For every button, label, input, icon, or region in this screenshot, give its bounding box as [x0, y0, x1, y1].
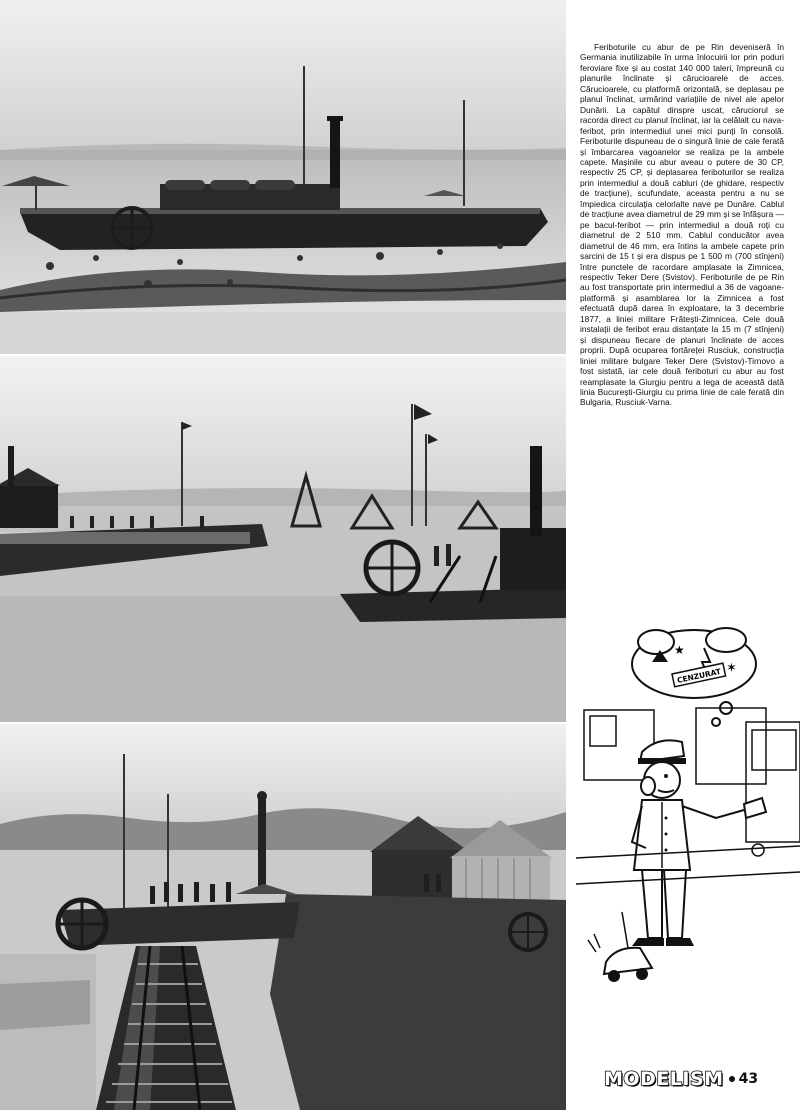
ferry-photo-top: [0, 0, 566, 354]
article-text: Feriboturile cu abur de pe Rin deveniseră în Germania inutilizabile în urma înlocuirii lor prin poduri feroviare fixe și au costat 140 000 taleri, împreună cu planurile înclinate și cărucioarele de acces. Cărucioarele, cu platformă orizontală, se deplasau pe planul înclinat, urmărind variațiile de nivel ale apelor Dunării. La capătul dinspre uscat, căruciorul se racorda direct cu planul înclinat, iar la celălalt cu nava-feribot, prin intermediul unei mici punți în consolă. Feriboturile dispuneau de o singură linie de cale ferată și îmbarcarea vagoanelor se realiza pe la ambele capete. Mașinile cu abur aveau o putere de 30 CP, respectiv 25 CP, și deplasarea feriboturilor se realiza prin intermediul a două cabluri (de ghidare, respectiv de tracțiune), scufundate, aceasta pentru a nu se împiedica circulația celorlalte nave pe Dunăre. Cablul de tracțiune avea diametrul de 29 mm și se înfășura — pe bacul-feribot — prin intermediul a două roți cu diametrul de 2 510 mm. Cablul conducător avea diametrul de 46 mm, era întins la ambele capete prin sarcini de 15 t și era dispus pe 1 500 m (700 stînjeni) între punctele de racordare amplasate la Zimnicea, respectiv Teker Dere (Svistov). Feriboturile de pe Rin au fost transportate prin intermediul a 36 de vagoane-platformă și asamblarea lor la Zimnicea a fost efectuată după darea în exploatare, la 3 decembrie 1877, a liniei militare Frătești-Zimnicea. Cele două instalații de feribot erau distanțate la 15 m (7 stînjeni) și dispuneau fiecare de planuri înclinate de acces proprii. După ocuparea fortăreței Rusciuk, construcția liniei militare bulgare Teker Dere (Svistov)-Tirnovo a fost sistată, iar cele două feriboturi cu abur au fost reamplasate la Giurgiu pentru a lega de această dată linia București-Giurgiu cu prima linie de cale ferată din Bulgaria, Rusciuk-Varna.: [580, 42, 784, 408]
ferry-photo-middle-drawing: [0, 356, 566, 722]
traffic-police-cartoon: [576, 622, 800, 1000]
star-icon: ✶: [726, 661, 737, 676]
censored-stamp-text: CENZURAT: [676, 666, 722, 685]
page-number: 43: [738, 1071, 759, 1087]
cartoon-drawing: [576, 622, 800, 1000]
magazine-title: MODELISM: [604, 1068, 724, 1090]
ferry-photo-bottom: [0, 724, 566, 1110]
page-footer: [604, 1066, 794, 1092]
bullet-icon: [729, 1076, 735, 1082]
star-icon: ★: [674, 643, 685, 657]
ferry-photo-top-drawing: [0, 0, 566, 354]
ferry-photo-middle: [0, 356, 566, 722]
ferry-photo-bottom-drawing: [0, 724, 566, 1110]
